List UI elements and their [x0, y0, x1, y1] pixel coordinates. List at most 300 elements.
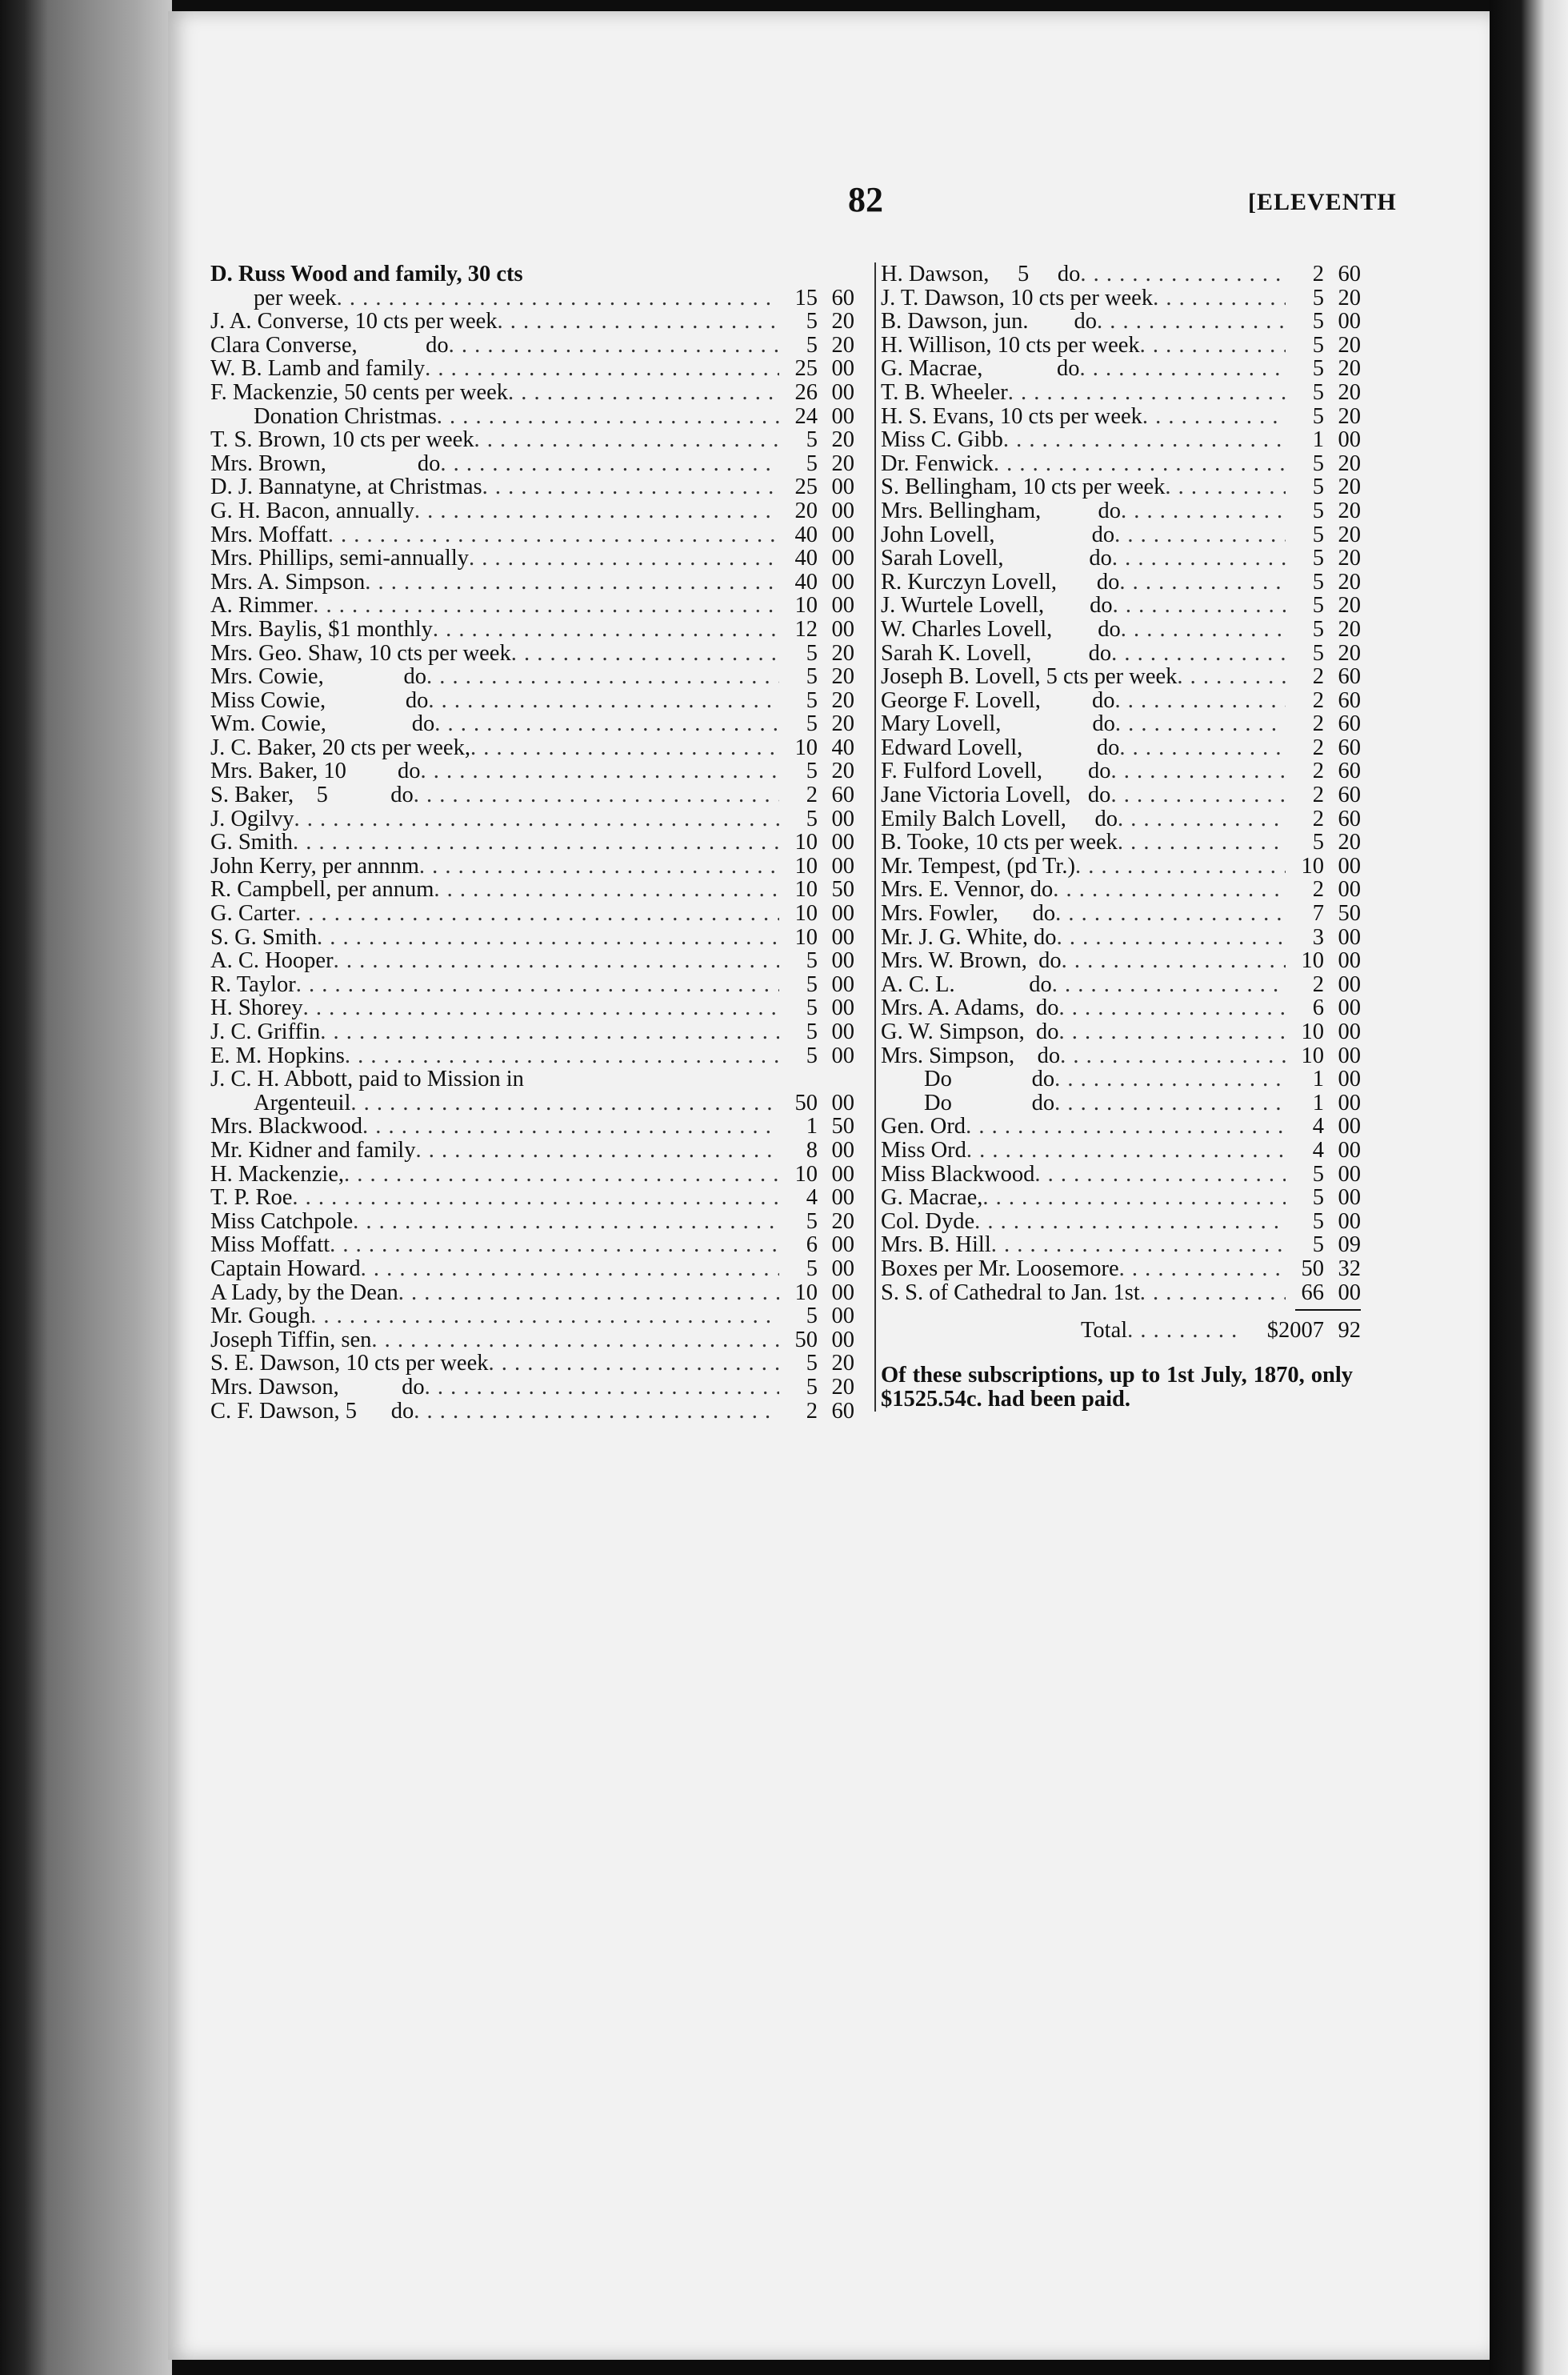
amount-cents: 00	[1338, 1209, 1361, 1234]
amount	[1286, 594, 1361, 618]
amount-dollars: 5	[1312, 310, 1324, 334]
subscription-row	[210, 262, 854, 286]
amount-dollars: 3	[1312, 925, 1324, 950]
amount-cents: 00	[831, 380, 854, 405]
subscription-row	[881, 973, 1361, 997]
amount-cents: 00	[1338, 925, 1361, 950]
amount-dollars: 5	[1312, 570, 1324, 595]
amount-dollars: 5	[806, 996, 818, 1020]
subscriber-name: per week	[254, 286, 337, 310]
dot-leader	[1059, 1020, 1286, 1044]
amount-dollars: 2	[1312, 759, 1324, 784]
subscriber-name: Mr. J. G. White, do	[881, 925, 1057, 950]
subscription-row	[881, 499, 1361, 523]
dot-leader	[1055, 902, 1286, 926]
subscription-row	[881, 783, 1361, 807]
dot-leader	[1142, 405, 1286, 429]
subscriber-name: T. P. Roe	[210, 1186, 293, 1210]
dot-leader	[292, 1186, 779, 1210]
amount-cents: 20	[1338, 475, 1361, 499]
subscription-row	[210, 286, 854, 310]
subscriber-name: A. Rimmer	[210, 594, 314, 618]
total-dollars: $2007	[1266, 1319, 1324, 1344]
amount-dollars: 5	[1312, 380, 1324, 405]
amount	[1286, 1186, 1361, 1210]
amount	[779, 1139, 854, 1163]
subscriber-name: John Kerry, per annnm	[210, 854, 419, 879]
subscriber-name: Do do	[924, 1091, 1055, 1115]
amount	[779, 759, 854, 783]
amount	[1286, 1091, 1361, 1115]
dot-leader	[1075, 855, 1286, 879]
subscriber-name: Mrs. Dawson, do	[210, 1375, 425, 1400]
page-header	[208, 179, 1568, 227]
subscriber-name: Mrs. Baker, 10 do	[210, 759, 421, 784]
amount	[1286, 665, 1361, 689]
amount-dollars: 10	[1301, 949, 1324, 973]
amount	[779, 499, 854, 523]
amount-cents: 00	[831, 831, 854, 855]
dot-leader	[317, 926, 779, 950]
subscription-row	[881, 665, 1361, 689]
dot-leader	[1058, 996, 1286, 1020]
amount-cents: 00	[1338, 310, 1361, 334]
dot-leader	[1053, 878, 1286, 902]
subscriber-name: J. T. Dawson, 10 cts per week	[881, 286, 1154, 310]
amount-cents: 00	[831, 1256, 854, 1281]
amount-dollars: 5	[1312, 523, 1324, 547]
amount-cents: 20	[1338, 570, 1361, 595]
subscriber-name: J. C. Baker, 20 cts per week,	[210, 735, 470, 760]
subscription-row	[210, 783, 854, 807]
amount-cents: 00	[831, 996, 854, 1020]
amount-cents: 00	[831, 617, 854, 642]
subscriber-name: Emily Balch Lovell, do	[881, 807, 1118, 831]
subscriber-name: H. S. Evans, 10 cts per week	[881, 404, 1142, 429]
dot-leader	[428, 689, 779, 713]
total-amount	[1241, 1319, 1361, 1343]
dot-leader	[350, 1091, 779, 1115]
dot-leader	[1119, 571, 1286, 595]
subscription-row	[210, 759, 854, 783]
amount	[779, 973, 854, 997]
dot-leader	[295, 902, 779, 926]
subscriber-name: John Lovell, do	[881, 523, 1115, 547]
subscription-row	[210, 310, 854, 334]
total-cents: 92	[1338, 1319, 1361, 1344]
amount-cents: 00	[1338, 878, 1361, 903]
amount-cents: 20	[831, 712, 854, 736]
subscription-row	[210, 973, 854, 997]
subscriber-name: T. B. Wheeler	[881, 380, 1008, 405]
dot-leader	[1177, 665, 1286, 689]
amount-cents: 20	[1338, 617, 1361, 642]
subscriber-name: Mr. Gough	[210, 1304, 311, 1328]
subscription-row	[881, 926, 1361, 950]
dot-leader	[293, 831, 779, 855]
amount-dollars: 5	[1312, 617, 1324, 642]
subscriber-name: Mrs. Baylis, $1 monthly	[210, 617, 433, 642]
amount-cents: 00	[831, 357, 854, 381]
dot-leader	[414, 1400, 779, 1424]
amount-dollars: 5	[1312, 1186, 1324, 1210]
subscriber-name: B. Tooke, 10 cts per week	[881, 831, 1118, 855]
amount-dollars: 2	[806, 1399, 818, 1424]
amount-cents: 09	[1338, 1233, 1361, 1257]
amount-cents: 60	[1338, 688, 1361, 713]
amount	[779, 1163, 854, 1187]
subscription-row	[210, 1400, 854, 1424]
subscriber-name: George F. Lovell, do	[881, 688, 1115, 713]
subscription-row	[210, 428, 854, 452]
subscription-row	[210, 1163, 854, 1187]
subscriber-name: A Lady, by the Dean	[210, 1280, 398, 1305]
dot-leader	[1114, 689, 1286, 713]
dot-leader	[426, 665, 779, 689]
amount	[1286, 523, 1361, 547]
amount-dollars: 40	[794, 547, 818, 571]
dot-leader	[982, 1186, 1286, 1210]
dot-leader	[1111, 642, 1286, 666]
dot-leader	[1121, 499, 1286, 523]
subscriber-name: J. Wurtele Lovell, do	[881, 594, 1113, 618]
subscription-row	[210, 452, 854, 476]
amount-cents: 60	[1338, 735, 1361, 760]
amount-cents: 00	[1338, 1043, 1361, 1068]
amount	[1286, 831, 1361, 855]
dot-leader	[1062, 949, 1286, 973]
dot-leader	[449, 334, 779, 358]
amount-dollars: 25	[794, 475, 818, 499]
amount	[779, 1352, 854, 1376]
amount-dollars: 15	[794, 286, 818, 310]
amount-dollars: 5	[806, 1304, 818, 1328]
amount	[779, 1233, 854, 1257]
amount	[1286, 475, 1361, 499]
amount	[1286, 286, 1361, 310]
amount-dollars: 10	[794, 1162, 818, 1187]
amount-dollars: 5	[806, 451, 818, 476]
dot-leader	[328, 523, 779, 547]
subscription-row	[210, 618, 854, 642]
subscriber-name: Miss Cowie, do	[210, 688, 429, 713]
subscription-row	[210, 689, 854, 713]
subscription-row	[881, 712, 1361, 736]
amount-cents: 00	[1338, 949, 1361, 973]
subscription-row	[210, 1304, 854, 1328]
subscription-row	[881, 1139, 1361, 1163]
subscription-row	[881, 902, 1361, 926]
dot-leader	[330, 1233, 779, 1257]
amount-dollars: 10	[794, 902, 818, 926]
subscription-row	[881, 1281, 1361, 1305]
dot-leader	[365, 571, 779, 595]
amount-dollars: 5	[806, 1256, 818, 1281]
amount-cents: 00	[831, 902, 854, 926]
dot-leader	[508, 381, 779, 405]
amount	[1286, 902, 1361, 926]
subscriber-name: G. H. Bacon, annually	[210, 499, 414, 523]
subscriber-name: Mrs. Brown, do	[210, 451, 441, 476]
dot-leader	[437, 405, 779, 429]
dot-leader	[1115, 712, 1286, 736]
amount-cents: 20	[831, 1375, 854, 1400]
amount-dollars: 5	[806, 807, 818, 831]
dot-leader	[310, 1304, 779, 1328]
subscription-row	[881, 523, 1361, 547]
subscription-row	[881, 949, 1361, 973]
amount-dollars: 6	[1312, 996, 1324, 1020]
amount-dollars: 10	[794, 878, 818, 903]
amount-cents: 00	[831, 547, 854, 571]
amount	[1286, 405, 1361, 429]
subscriber-name: S. E. Dawson, 10 cts per week	[210, 1352, 489, 1376]
dot-leader	[1057, 926, 1286, 950]
subscription-row	[881, 642, 1361, 666]
amount-cents: 00	[1338, 1280, 1361, 1305]
dot-leader	[294, 807, 779, 831]
subscription-row	[881, 1210, 1361, 1234]
amount-cents: 00	[831, 404, 854, 429]
amount	[1286, 949, 1361, 973]
subscription-row	[210, 1186, 854, 1210]
subscription-row	[210, 1233, 854, 1257]
subscriber-name: W. B. Lamb and family	[210, 357, 426, 381]
amount-dollars: 2	[806, 783, 818, 807]
dot-leader	[398, 1281, 779, 1305]
amount-dollars: 2	[1312, 735, 1324, 760]
amount	[1286, 428, 1361, 452]
amount-cents: 20	[831, 759, 854, 784]
amount	[1286, 807, 1361, 831]
subscription-row	[881, 807, 1361, 831]
amount-cents: 00	[831, 594, 854, 618]
amount-dollars: 7	[1312, 902, 1324, 926]
subscriber-name: Boxes per Mr. Loosemore	[881, 1256, 1119, 1281]
amount-cents: 50	[831, 878, 854, 903]
amount-dollars: 5	[806, 428, 818, 452]
amount-cents: 20	[831, 1209, 854, 1234]
amount-cents: 00	[831, 1186, 854, 1210]
amount-dollars: 5	[806, 1020, 818, 1044]
subscriber-name: Mrs. E. Vennor, do	[881, 878, 1054, 903]
amount-cents: 00	[1338, 1020, 1361, 1044]
dot-leader	[469, 547, 779, 571]
subscription-row	[210, 902, 854, 926]
amount-cents: 00	[1338, 972, 1361, 997]
amount-cents: 00	[831, 475, 854, 499]
subscription-row	[210, 381, 854, 405]
amount-dollars: 5	[806, 759, 818, 784]
amount-dollars: 5	[806, 688, 818, 713]
subscription-row	[210, 807, 854, 831]
amount-dollars: 5	[806, 1352, 818, 1376]
amount-dollars: 5	[806, 949, 818, 973]
subscription-row	[881, 1257, 1361, 1281]
dot-leader	[1060, 1044, 1286, 1068]
amount-dollars: 66	[1301, 1280, 1324, 1305]
dot-leader	[303, 996, 779, 1020]
amount	[779, 286, 854, 310]
amount-dollars: 1	[1312, 1067, 1324, 1091]
subscription-row	[881, 475, 1361, 499]
dot-leader	[1118, 807, 1286, 831]
amount-dollars: 10	[794, 925, 818, 950]
amount-cents: 60	[1338, 783, 1361, 807]
amount	[779, 618, 854, 642]
amount-cents: 60	[831, 286, 854, 310]
amount-dollars: 5	[1312, 475, 1324, 499]
dot-leader	[994, 452, 1286, 476]
amount-dollars: 5	[806, 665, 818, 689]
subscription-row	[881, 381, 1361, 405]
subscription-row	[210, 1352, 854, 1376]
amount	[779, 571, 854, 595]
dot-leader	[1121, 618, 1286, 642]
amount	[1286, 996, 1361, 1020]
amount-cents: 20	[831, 310, 854, 334]
dot-leader	[470, 736, 779, 760]
amount-cents: 00	[831, 807, 854, 831]
subscription-row	[210, 996, 854, 1020]
amount	[779, 310, 854, 334]
page-edge-left	[0, 0, 172, 2375]
amount	[1286, 1067, 1361, 1091]
amount	[779, 381, 854, 405]
amount-cents: 00	[831, 972, 854, 997]
amount	[1286, 1163, 1361, 1187]
subscription-row	[210, 949, 854, 973]
amount	[1286, 926, 1361, 950]
subscriber-name: Wm. Cowie, do	[210, 712, 435, 736]
dot-leader	[415, 1139, 779, 1163]
subscription-row	[210, 831, 854, 855]
subscriber-name: Miss Blackwood	[881, 1162, 1035, 1187]
amount	[779, 357, 854, 381]
amount-cents: 60	[1338, 665, 1361, 689]
dot-leader	[1080, 262, 1286, 286]
page-edge-right	[1490, 0, 1568, 2375]
dot-leader	[511, 642, 779, 666]
subscriber-name: D. J. Bannatyne, at Christmas	[210, 475, 482, 499]
subscriber-name: Mrs. Cowie, do	[210, 665, 426, 689]
amount	[779, 736, 854, 760]
dot-leader	[482, 475, 779, 499]
subscriber-name: Mrs. A. Simpson	[210, 570, 366, 595]
amount	[779, 334, 854, 358]
subscriber-name: Mrs. B. Hill	[881, 1233, 991, 1257]
amount-cents: 20	[1338, 333, 1361, 358]
subscriber-name: Mrs. Fowler, do	[881, 902, 1056, 926]
amount-dollars: 5	[806, 1209, 818, 1234]
subscription-row	[210, 1044, 854, 1068]
amount-cents: 00	[831, 1233, 854, 1257]
amount-cents: 00	[831, 1043, 854, 1068]
dot-leader	[334, 949, 779, 973]
amount-dollars: 50	[1301, 1256, 1324, 1281]
subscriber-name: Mr. Tempest, (pd Tr.)	[881, 854, 1075, 879]
amount	[779, 665, 854, 689]
subscriber-name: Gen. Ord	[881, 1115, 966, 1139]
amount	[1286, 262, 1361, 286]
subscriber-name: C. F. Dawson, 5 do	[210, 1399, 414, 1424]
subscriber-name: Mary Lovell, do	[881, 712, 1115, 736]
subscription-row	[210, 1376, 854, 1400]
amount	[1286, 310, 1361, 334]
subscription-row	[210, 878, 854, 902]
amount-cents: 00	[831, 523, 854, 547]
subscription-row	[881, 310, 1361, 334]
subscriber-name: J. C. H. Abbott, paid to Mission in	[210, 1067, 524, 1091]
dot-leader	[1119, 1257, 1286, 1281]
dot-leader	[353, 1210, 779, 1234]
dot-leader	[1119, 736, 1286, 760]
subscription-row	[881, 878, 1361, 902]
subscription-row	[210, 1020, 854, 1044]
subscription-row	[881, 996, 1361, 1020]
subscription-row	[210, 499, 854, 523]
amount-dollars: 50	[794, 1328, 818, 1352]
amount-dollars: 2	[1312, 712, 1324, 736]
subscription-row	[210, 855, 854, 879]
subscriber-name: B. Dawson, jun. do	[881, 310, 1097, 334]
subscriber-name: Clara Converse, do	[210, 333, 449, 358]
subscriber-name: A. C. Hooper	[210, 949, 334, 973]
subscriber-name: G. Macrae, do	[881, 357, 1080, 381]
dot-leader	[434, 878, 779, 902]
subscriber-name: H. Willison, 10 cts per week	[881, 333, 1140, 358]
amount	[779, 547, 854, 571]
dot-leader	[440, 452, 779, 476]
running-head: [ELEVENTH	[1248, 189, 1397, 215]
amount	[1286, 1233, 1361, 1257]
dot-leader	[1113, 594, 1286, 618]
subscription-row	[881, 1091, 1361, 1115]
amount-cents: 00	[1338, 428, 1361, 452]
amount-dollars: 12	[794, 617, 818, 642]
subscription-row	[881, 1115, 1361, 1139]
amount-cents: 20	[831, 333, 854, 358]
amount	[1286, 736, 1361, 760]
subscription-row	[210, 642, 854, 666]
amount-cents: 20	[831, 641, 854, 666]
amount-cents: 00	[831, 1280, 854, 1305]
dot-leader	[1114, 523, 1286, 547]
amount	[779, 1400, 854, 1424]
subscription-row	[881, 357, 1361, 381]
subscription-row	[881, 1233, 1361, 1257]
amount	[779, 405, 854, 429]
subscriber-name: Edward Lovell, do	[881, 735, 1120, 760]
amount-dollars: 5	[1312, 1162, 1324, 1187]
dot-leader	[419, 855, 779, 879]
subscription-row	[881, 452, 1361, 476]
dot-leader	[974, 1210, 1286, 1234]
amount-dollars: 6	[806, 1233, 818, 1257]
amount	[1286, 357, 1361, 381]
amount-dollars: 4	[1312, 1115, 1324, 1139]
subscriber-name: G. Macrae,	[881, 1186, 983, 1210]
subscriber-name: Mrs. Simpson, do	[881, 1043, 1061, 1068]
subscriber-name: R. Kurczyn Lovell, do	[881, 570, 1120, 595]
amount-dollars: 5	[1312, 1209, 1324, 1234]
amount-dollars: 5	[806, 1043, 818, 1068]
subscription-row	[881, 1163, 1361, 1187]
amount-dollars: 50	[794, 1091, 818, 1115]
amount-dollars: 5	[1312, 451, 1324, 476]
amount	[1286, 689, 1361, 713]
amount	[779, 949, 854, 973]
